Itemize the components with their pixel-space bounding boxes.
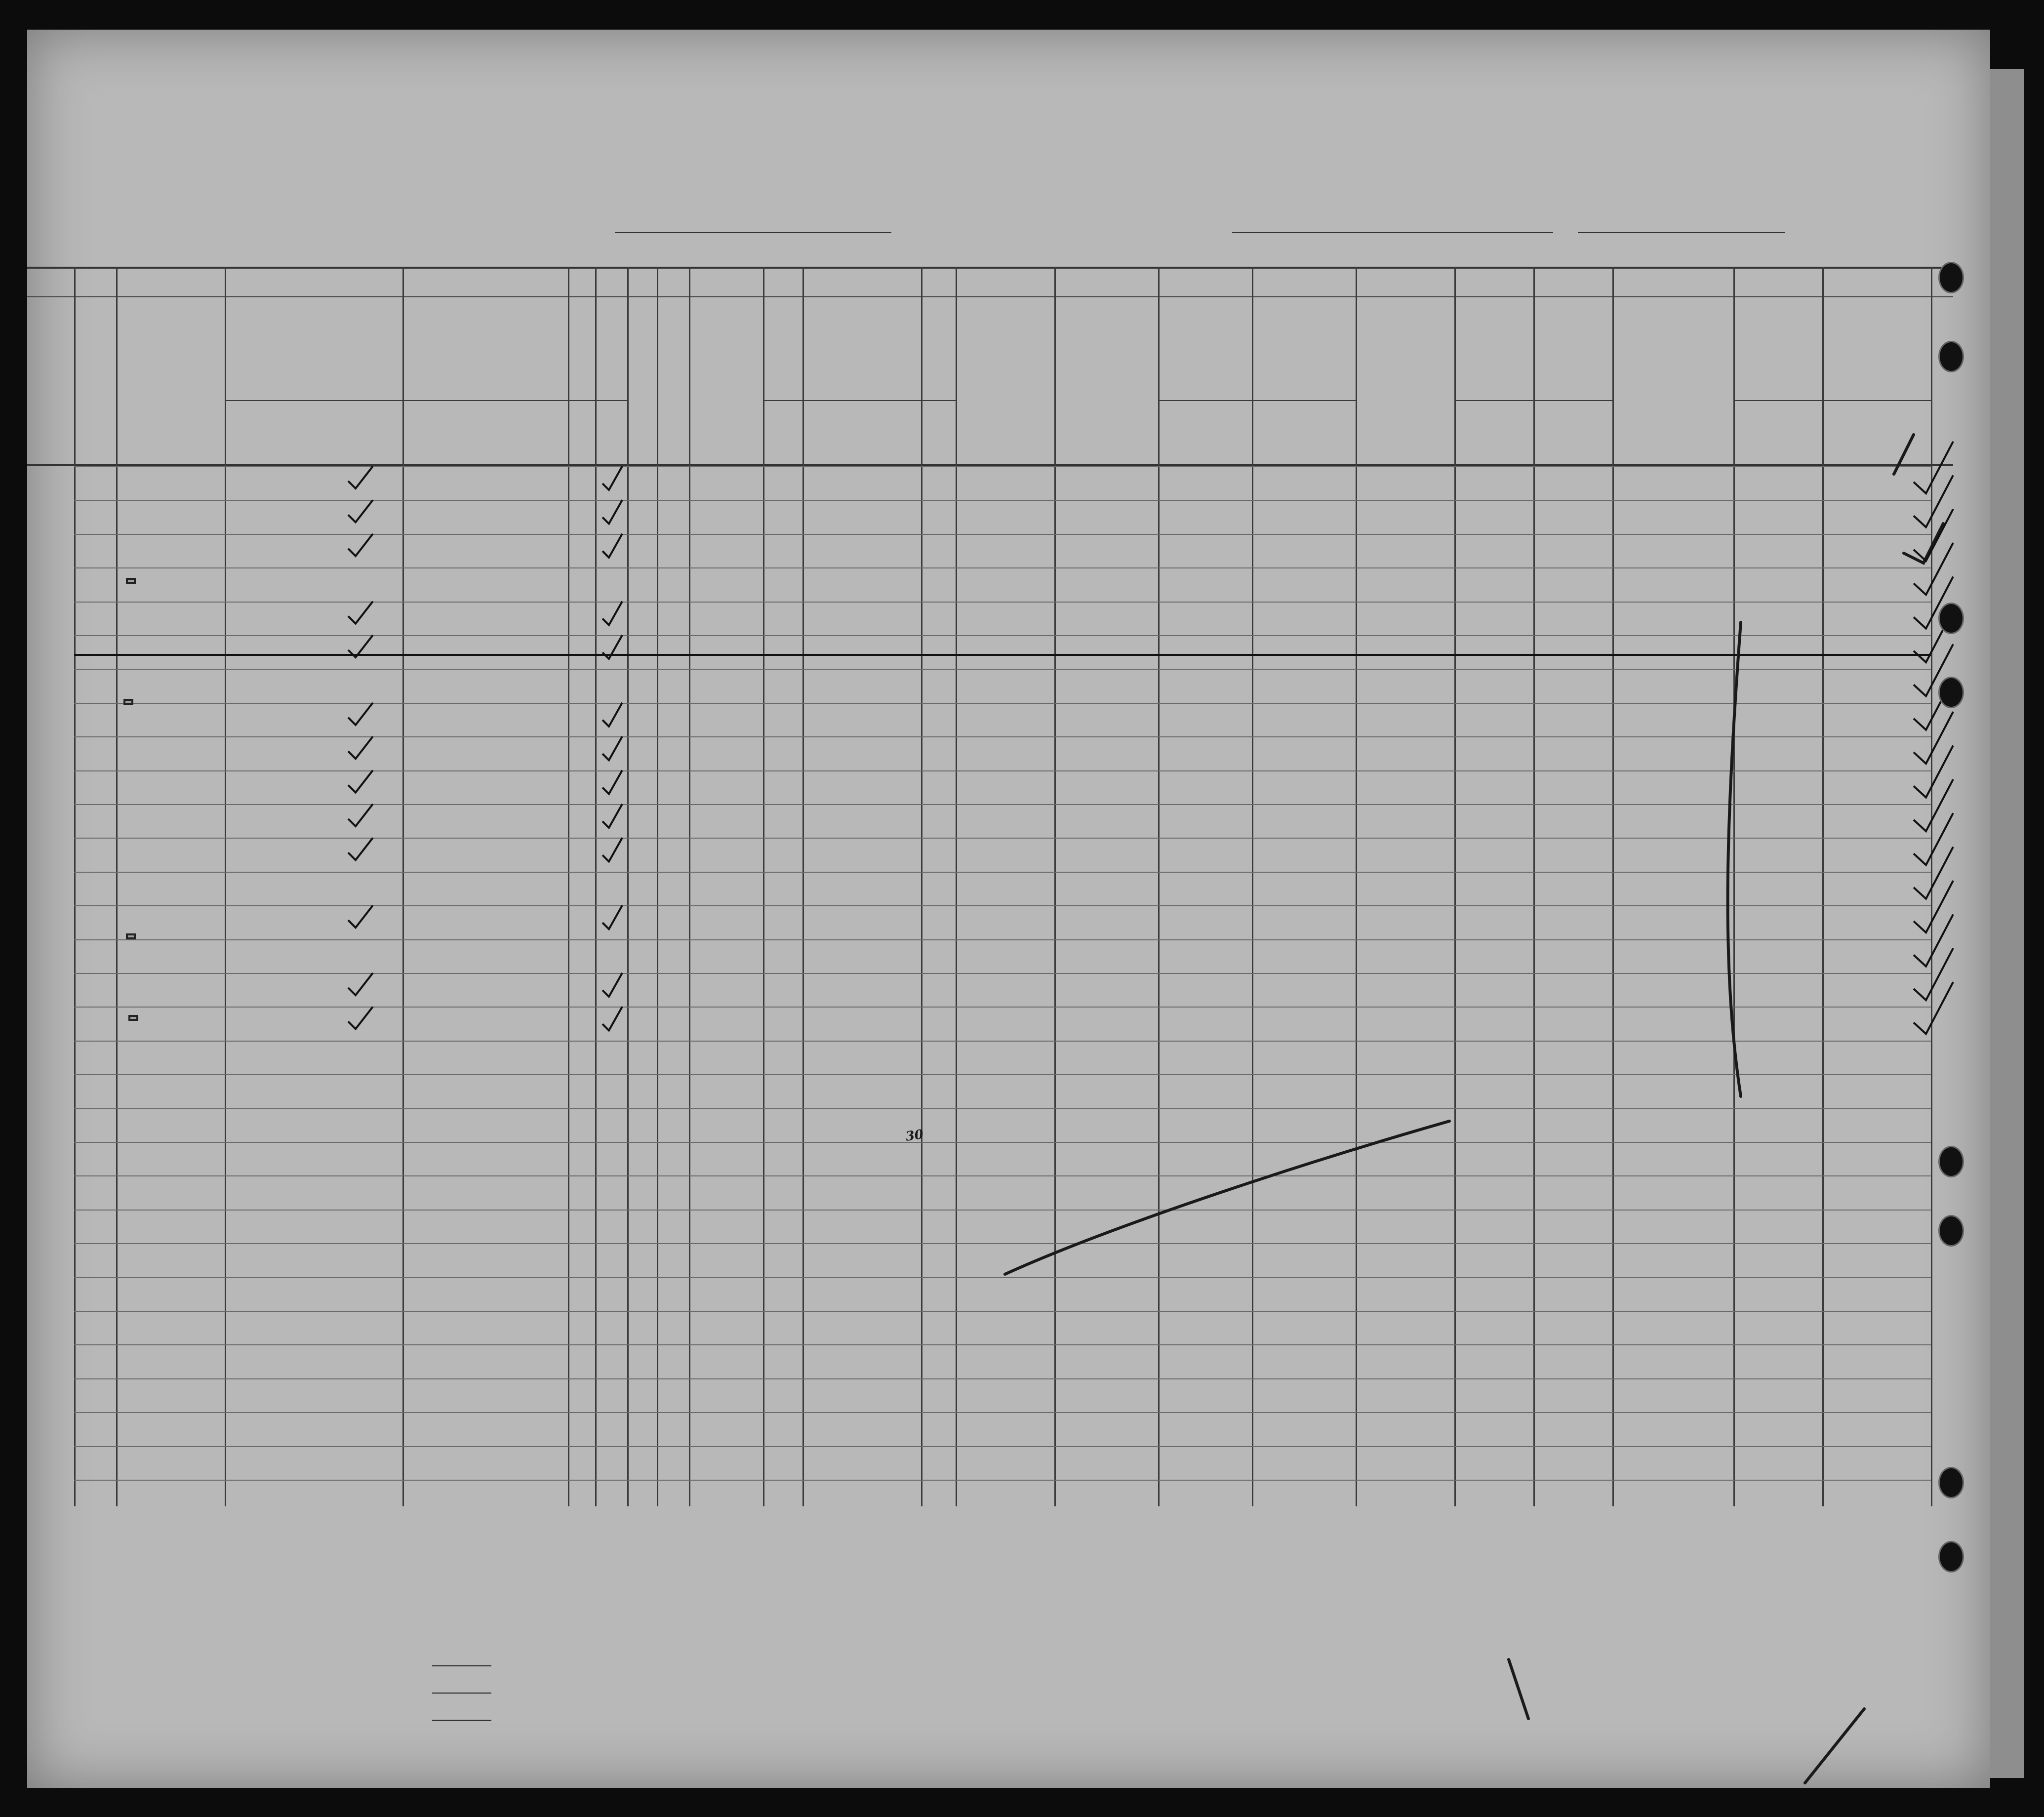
handwritten-strokes xyxy=(27,30,1990,1788)
check-family xyxy=(348,973,373,995)
check-family xyxy=(348,905,373,928)
check-age xyxy=(602,466,622,490)
check-margin xyxy=(1914,982,1953,1034)
hw-complete: 30 xyxy=(904,1127,924,1144)
binder-hole xyxy=(1938,1541,1964,1573)
aliens-count xyxy=(432,1720,491,1721)
manifest-sheet xyxy=(27,30,1990,1788)
check-age xyxy=(602,804,622,828)
check-age xyxy=(602,602,622,625)
check-age xyxy=(602,736,622,760)
check-family xyxy=(348,635,373,657)
check-age xyxy=(602,635,622,659)
check-family xyxy=(348,804,373,826)
check-age xyxy=(602,703,622,727)
ditto-bracket-line xyxy=(1728,622,1741,1096)
check-family xyxy=(348,770,373,793)
total-passengers xyxy=(432,1665,491,1666)
check-row1 xyxy=(1904,524,1943,563)
margin-stroke xyxy=(1509,1659,1528,1719)
binder-hole xyxy=(1938,1146,1964,1177)
check-age xyxy=(602,973,622,997)
check-age xyxy=(602,1007,622,1030)
check-age xyxy=(602,838,622,861)
binder-hole xyxy=(1938,603,1964,634)
check-family xyxy=(348,534,373,556)
binder-hole xyxy=(1938,262,1964,293)
us-citizens-count xyxy=(432,1693,491,1694)
check-age xyxy=(602,770,622,794)
check-family xyxy=(348,1007,373,1029)
check-family xyxy=(348,466,373,488)
check-family xyxy=(348,703,373,725)
check-age xyxy=(602,905,622,929)
binder-hole xyxy=(1938,677,1964,708)
check-age xyxy=(602,500,622,524)
check-family xyxy=(348,500,373,522)
check-row1b xyxy=(1894,435,1914,474)
signature-flourish xyxy=(1005,1121,1449,1274)
corner-stroke xyxy=(1805,1709,1864,1783)
check-family xyxy=(348,838,373,860)
binder-hole xyxy=(1938,1467,1964,1498)
binder-hole xyxy=(1938,341,1964,372)
binder-hole xyxy=(1938,1215,1964,1247)
check-age xyxy=(602,534,622,558)
check-family xyxy=(348,736,373,759)
check-family xyxy=(348,602,373,624)
